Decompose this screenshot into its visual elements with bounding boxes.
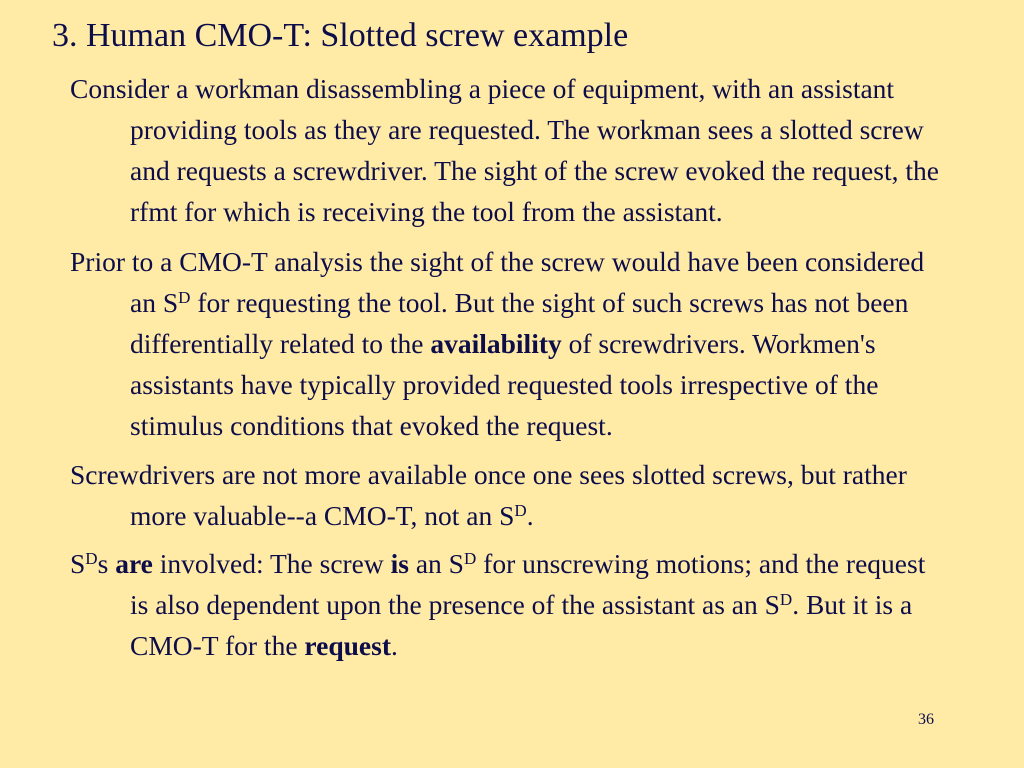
paragraph-text: an S: [408, 548, 464, 579]
page-number: 36: [918, 711, 934, 728]
bold-text: is: [390, 548, 409, 579]
bold-text: availability: [430, 328, 562, 359]
paragraph-text: Screwdrivers are not more available once one sees slotted screws, but rather more valuable--a CMO-T, not an S: [70, 459, 907, 531]
superscript-d: D: [85, 549, 98, 569]
slide-title: 3. Human CMO-T: Slotted screw example: [52, 17, 629, 54]
bold-text: request: [304, 630, 391, 661]
paragraph-2: [70, 241, 950, 446]
paragraph-text: involved: The screw: [152, 548, 391, 579]
paragraph-text: of screwdrivers. Workmen's assistants have typically provided requested tools irrespective of the stimulus conditions that evoked the request.: [130, 328, 879, 441]
superscript-d: D: [463, 549, 477, 569]
paragraph-text: s: [97, 548, 116, 579]
paragraph-text: . But it is a CMO-T for the: [130, 589, 913, 661]
superscript-d: D: [178, 288, 191, 308]
paragraph-1: [70, 68, 950, 232]
paragraph-3: [70, 454, 950, 536]
paragraph-text: for requesting the tool. But the sight of such screws has not been differentially related to the: [130, 287, 909, 359]
paragraph-text: for unscrewing motions; and the request is also dependent upon the presence of the assistant as an S: [130, 548, 926, 620]
bold-text: are: [115, 548, 153, 579]
paragraph-text: .: [390, 630, 398, 661]
superscript-d: D: [514, 501, 527, 521]
paragraph-text: Consider a workman disassembling a piece of equipment, with an assistant providing tools as they are requested. The workman sees a slotted screw and requests a screwdriver. The sight of the screw evoked the request, the rfmt for which is receiving the tool from the assistant.: [70, 73, 939, 227]
superscript-d: D: [779, 590, 793, 610]
slide-body: [70, 68, 950, 666]
paragraph-text: Prior to a CMO-T analysis the sight of the screw would have been considered an S: [70, 246, 925, 318]
paragraph-text: S: [70, 548, 86, 579]
paragraph-4: [70, 543, 950, 666]
paragraph-text: .: [526, 500, 534, 531]
